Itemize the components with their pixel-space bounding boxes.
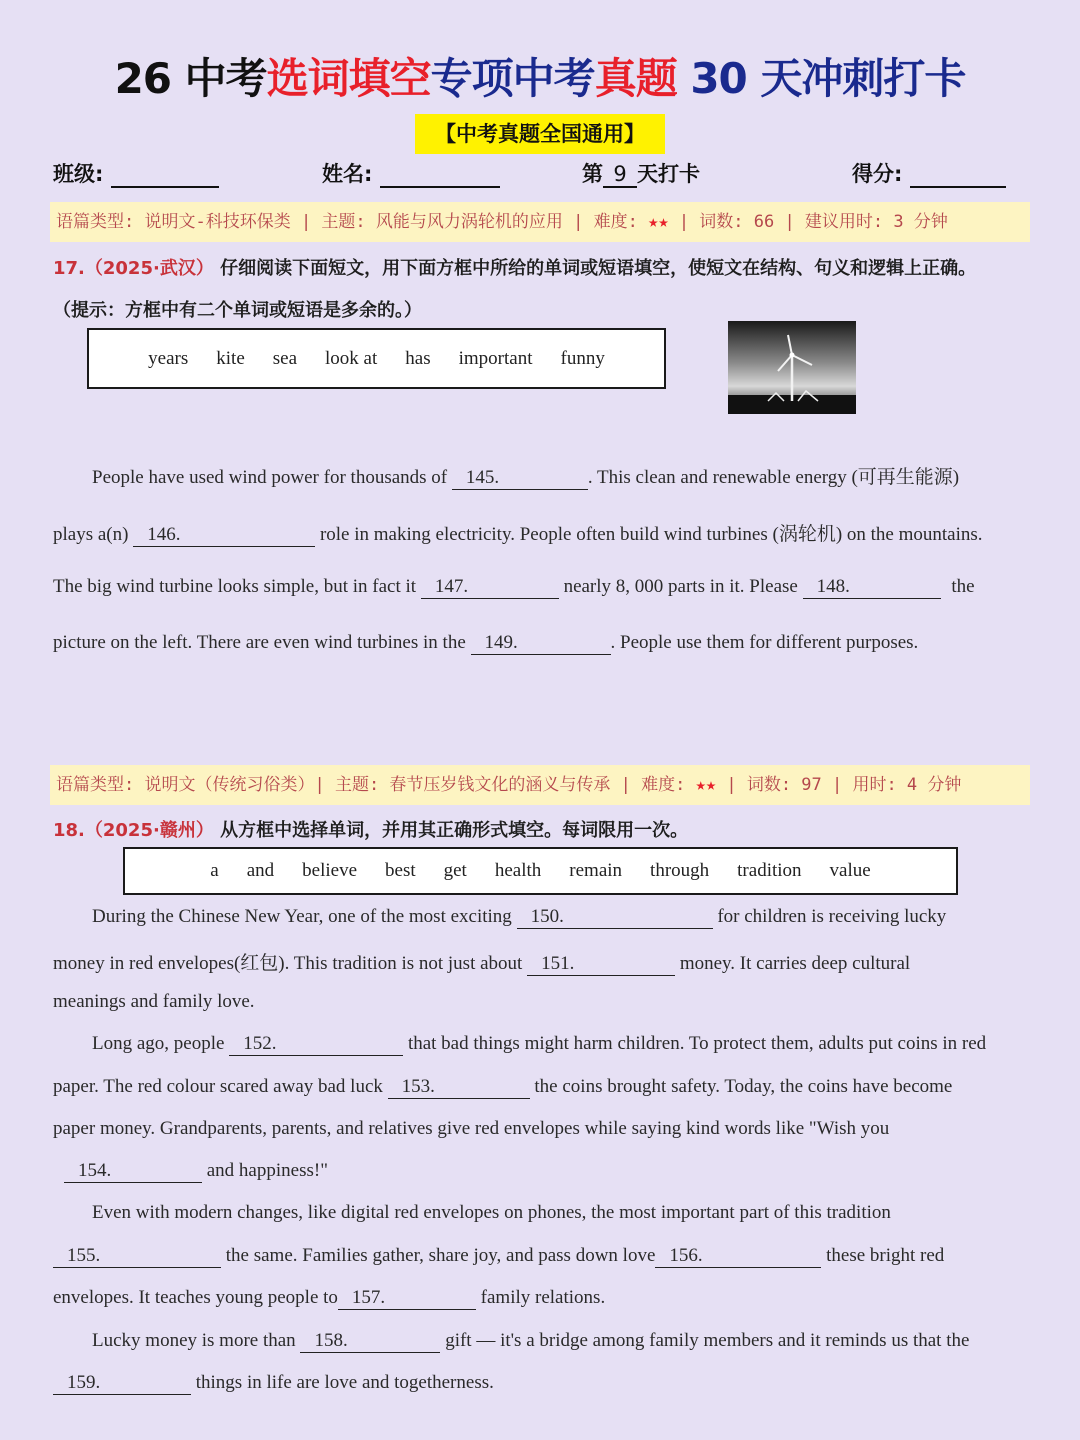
q17-text: . This clean and renewable energy (可再生能源) (587, 467, 960, 488)
score-label: 得分: (852, 162, 903, 186)
q18-line-7 (64, 1160, 328, 1183)
q17-text: plays a(n) (53, 524, 129, 545)
q17-info-text: 语篇类型: 说明文-科技环保类 | 主题: 风能与风力涡轮机的应用 | 难度: (56, 212, 638, 232)
name-input-line[interactable] (380, 164, 500, 188)
q17-line-1 (92, 462, 959, 490)
q17-text: People have used wind power for thousands of (92, 467, 448, 488)
q17-line-4 (53, 632, 918, 655)
q18-text: Long ago, people (92, 1033, 225, 1054)
title-part-4: 真题 (594, 54, 677, 103)
q17-word: funny (560, 347, 605, 369)
q18-text: the same. Families gather, share joy, and pass down love (225, 1245, 656, 1266)
q18-line-8: Even with modern changes, like digital red envelopes on phones, the most important part of this tradition (92, 1202, 891, 1223)
q18-word-box (123, 847, 958, 895)
q18-line-2 (53, 948, 910, 976)
blank-155[interactable]: 155. (53, 1245, 221, 1268)
q18-line-12 (53, 1372, 494, 1395)
wind-turbine-icon (728, 321, 856, 414)
q18-text: Lucky money is more than (92, 1330, 296, 1351)
blank-153[interactable]: 153. (388, 1076, 530, 1099)
blank-159[interactable]: 159. (53, 1372, 191, 1395)
q18-word: tradition (737, 860, 802, 881)
q17-word: important (458, 347, 533, 369)
q17-word: look at (325, 347, 378, 369)
q18-info-words: | 词数: 97 | 用时: 4 分钟 (726, 775, 962, 795)
q17-text: . People use them for different purposes. (610, 632, 919, 653)
q18-word: health (494, 860, 542, 881)
q17-line-2 (53, 519, 983, 547)
q18-word: remain (569, 860, 623, 881)
q18-line-11 (92, 1330, 969, 1353)
q18-word: best (385, 860, 416, 881)
q18-line-6: paper money. Grandparents, parents, and relatives give red envelopes while saying kind words like "Wish you (53, 1118, 890, 1139)
day-value: 9 (603, 162, 637, 188)
q17-line-3 (53, 576, 975, 599)
q17-header (53, 254, 976, 280)
q18-info-text: 语篇类型: 说明文（传统习俗类）| 主题: 春节压岁钱文化的涵义与传承 | 难度: (56, 775, 686, 795)
q17-text: the (951, 576, 975, 597)
class-input-line[interactable] (111, 164, 219, 188)
q18-word: value (829, 860, 871, 881)
q17-word: kite (216, 347, 245, 369)
q18-header (53, 816, 688, 842)
q18-word: and (246, 860, 275, 881)
blank-147[interactable]: 147. (421, 576, 559, 599)
blank-157[interactable]: 157. (338, 1287, 476, 1310)
blank-149[interactable]: 149. (471, 632, 611, 655)
q18-line-4 (92, 1033, 986, 1056)
q18-word: through (650, 860, 710, 881)
q18-line-3: meanings and family love. (53, 991, 255, 1012)
wind-turbine-photo (728, 321, 856, 414)
q18-text: During the Chinese New Year, one of the most exciting (92, 906, 512, 927)
blank-145[interactable]: 145. (452, 467, 588, 490)
q18-line-1 (92, 906, 946, 929)
q18-text: money in red envelopes(红包). This tradition is not just about (53, 953, 523, 974)
q18-text: for children is receiving lucky (717, 906, 947, 927)
score-field (852, 158, 1006, 188)
q17-difficulty-stars: ★★ (648, 212, 669, 232)
blank-158[interactable]: 158. (300, 1330, 440, 1353)
name-label: 姓名: (322, 162, 373, 186)
class-field (53, 158, 219, 188)
q18-text: gift — it's a bridge among family members and it reminds us that the (445, 1330, 970, 1351)
q18-number: 18.（2025·赣州） (53, 820, 214, 841)
blank-150[interactable]: 150. (517, 906, 713, 929)
q18-difficulty-stars: ★★ (695, 775, 717, 795)
title-part-5: 30 天冲刺打卡 (676, 54, 966, 103)
q18-text: paper. The red colour scared away bad luck (53, 1076, 383, 1097)
q18-text: things in life are love and togetherness. (195, 1372, 494, 1393)
q17-hint: （提示：方框中有二个单词或短语是多余的。） (53, 300, 422, 321)
q18-text: envelopes. It teaches young people to (53, 1287, 338, 1308)
q18-text: and happiness!" (206, 1160, 328, 1181)
q18-word: a (210, 860, 219, 881)
q18-text: family relations. (480, 1287, 606, 1308)
name-field (322, 158, 500, 188)
q18-instruction: 从方框中选择单词，并用其正确形式填空。每词限用一次。 (220, 820, 689, 841)
q17-number: 17.（2025·武汉） (53, 258, 214, 279)
title-part-1: 26 中考 (114, 54, 267, 103)
day-prefix: 第 (582, 162, 603, 186)
q17-word: has (405, 347, 431, 369)
q18-line-10 (53, 1287, 605, 1310)
q17-text: role in making electricity. People often build wind turbines (涡轮机) on the mountains. (319, 524, 983, 545)
q18-text: that bad things might harm children. To protect them, adults put coins in red (407, 1033, 987, 1054)
q17-text: nearly 8, 000 parts in it. Please (563, 576, 798, 597)
blank-146[interactable]: 146. (133, 524, 315, 547)
blank-151[interactable]: 151. (527, 953, 675, 976)
q18-word: believe (302, 860, 358, 881)
q17-text: The big wind turbine looks simple, but in fact it (53, 576, 417, 597)
q18-text: these bright red (826, 1245, 945, 1266)
q18-line-5 (53, 1076, 952, 1099)
q18-info-bar (50, 765, 1030, 805)
score-input-line[interactable] (910, 164, 1006, 188)
q18-text: the coins brought safety. Today, the coins have become (534, 1076, 953, 1097)
blank-148[interactable]: 148. (803, 576, 941, 599)
class-label: 班级: (53, 162, 104, 186)
q17-text: picture on the left. There are even wind turbines in the (53, 632, 466, 653)
q17-word: years (148, 347, 189, 369)
page-title (0, 46, 1080, 106)
q17-info-bar (50, 202, 1030, 242)
blank-154[interactable]: 154. (64, 1160, 202, 1183)
day-field (582, 158, 700, 188)
q18-line-9 (53, 1245, 944, 1268)
blank-152[interactable]: 152. (229, 1033, 403, 1056)
subtitle-badge: 【中考真题全国通用】 (415, 114, 665, 154)
q17-word: sea (272, 347, 298, 369)
day-suffix: 天打卡 (637, 162, 700, 186)
q17-info-words: | 词数: 66 | 建议用时: 3 分钟 (678, 212, 948, 232)
q17-instruction: 仔细阅读下面短文，用下面方框中所给的单词或短语填空，使短文在结构、句义和逻辑上正确。 (220, 258, 977, 279)
title-part-3: 专项中考 (430, 54, 595, 103)
title-part-2: 选词填空 (266, 54, 431, 103)
q18-text: money. It carries deep cultural (679, 953, 911, 974)
blank-156[interactable]: 156. (655, 1245, 821, 1268)
q18-word: get (443, 860, 467, 881)
q17-word-box (87, 328, 666, 389)
